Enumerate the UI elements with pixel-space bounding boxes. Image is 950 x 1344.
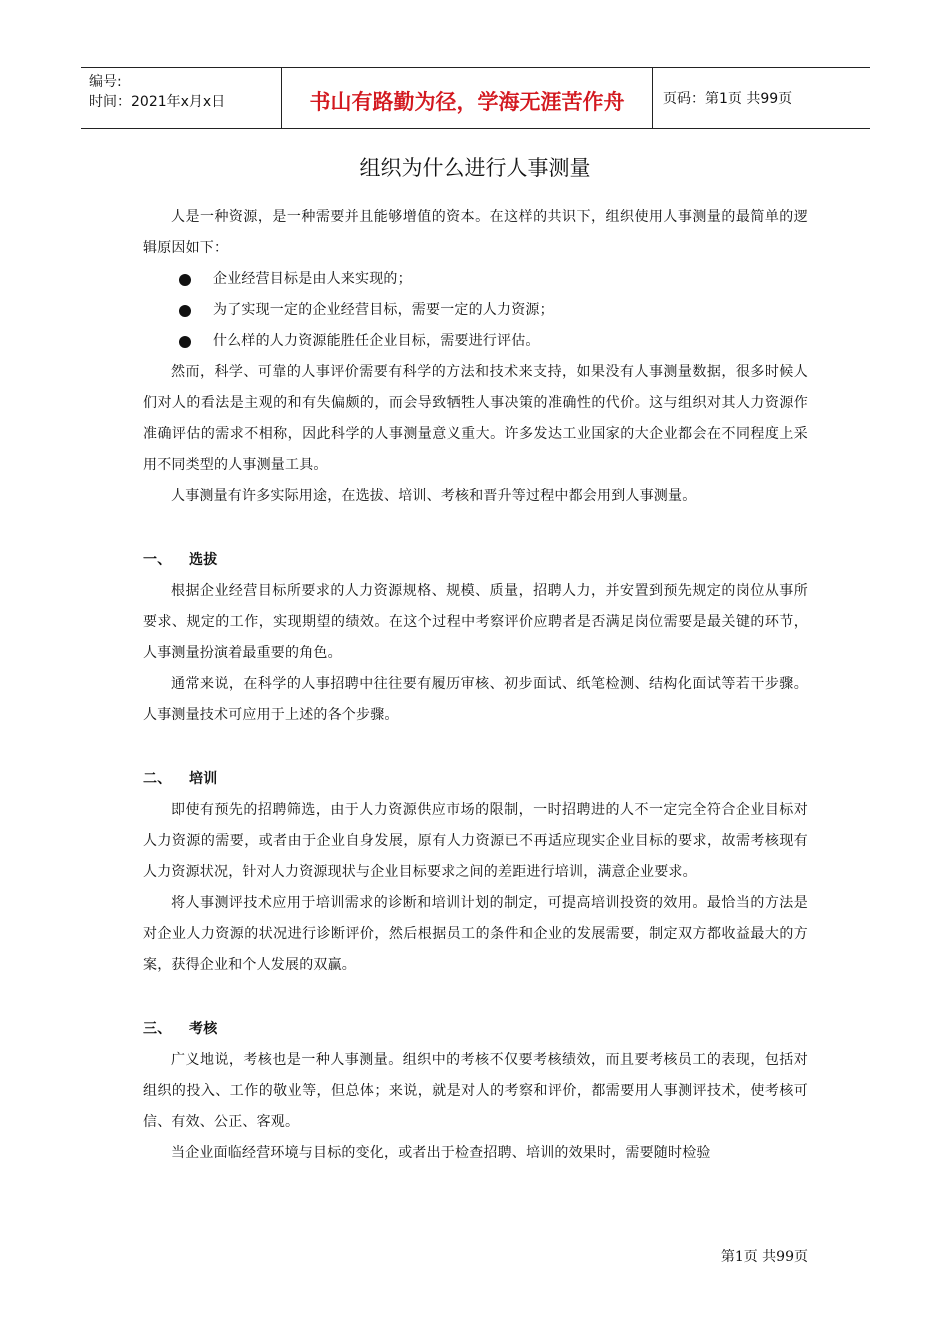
bullet-dot-icon (179, 274, 191, 286)
bullet-item (143, 264, 808, 295)
header-page-label: 页码：第1页 共99页 (663, 91, 793, 107)
intro-paragraph-1: 人是一种资源，是一种需要并且能够增值的资本。在这样的共识下，组织使用人事测量的最简单的逻辑原因如下： (143, 209, 808, 256)
section-number: 三、 (143, 1021, 172, 1037)
section-paragraph: 根据企业经营目标所要求的人力资源规格、规模、质量，招聘人力，并安置到预先规定的岗位从事所要求、规定的工作，实现期望的绩效。在这个过程中考察评价应聘者是否满足岗位需要是最关键的环节，人事测量扮演着最重要的角色。 (143, 583, 808, 661)
bullet-text: 企业经营目标是由人来实现的； (213, 271, 412, 287)
header-meta (81, 68, 282, 128)
intro-paragraph-2: 然而，科学、可靠的人事评价需要有科学的方法和技术来支持，如果没有人事测量数据，很多时候人们对人的看法是主观的和有失偏颇的，而会导致牺牲人事决策的准确性的代价。这与组织对其人力资源作准确评估的需求不相称，因此科学的人事测量意义重大。许多发达工业国家的大企业都会在不同程度上采用不同类型的人事测量工具。 (143, 364, 808, 473)
page-footer: 第1页 共99页 (720, 1249, 808, 1265)
page-header (81, 67, 870, 129)
intro-paragraph-3: 人事测量有许多实际用途，在选拔、培训、考核和晋升等过程中都会用到人事测量。 (171, 488, 697, 504)
section-title: 选拔 (189, 552, 218, 568)
section-paragraph: 将人事测评技术应用于培训需求的诊断和培训计划的制定，可提高培训投资的效用。最恰当的方法是对企业人力资源的状况进行诊断评价，然后根据员工的条件和企业的发展需要，制定双方都收益最大的方案，获得企业和个人发展的双赢。 (143, 895, 808, 973)
bullet-item (143, 326, 808, 357)
section-paragraph: 当企业面临经营环境与目标的变化，或者出于检查招聘、培训的效果时，需要随时检验 (171, 1145, 711, 1161)
bullet-text: 为了实现一定的企业经营目标，需要一定的人力资源； (213, 302, 554, 318)
section-paragraph: 通常来说，在科学的人事招聘中往往要有履历审核、初步面试、纸笔检测、结构化面试等若干步骤。人事测量技术可应用于上述的各个步骤。 (143, 676, 808, 723)
section-paragraph: 即使有预先的招聘筛选，由于人力资源供应市场的限制，一时招聘进的人不一定完全符合企业目标对人力资源的需要，或者由于企业自身发展，原有人力资源已不再适应现实企业目标的要求，故需考核现有人力资源状况，针对人力资源现状与企业目标要求之间的差距进行培训，满意企业要求。 (143, 802, 808, 880)
document-body (143, 202, 808, 1169)
section-title: 培训 (189, 771, 218, 787)
bullet-item (143, 295, 808, 326)
time-label: 时间：2021年x月x日 (89, 94, 226, 110)
document-title: 组织为什么进行人事测量 (359, 156, 591, 180)
section-title: 考核 (189, 1021, 218, 1037)
section-heading-selection (143, 545, 808, 576)
section-heading-assessment (143, 1014, 808, 1045)
section-heading-training (143, 764, 808, 795)
number-label: 编号: (89, 74, 122, 90)
section-number: 二、 (143, 771, 172, 787)
section-paragraph: 广义地说，考核也是一种人事测量。组织中的考核不仅要考核绩效，而且要考核员工的表现，包括对组织的投入、工作的敬业等，但总体；来说，就是对人的考察和评价，都需要用人事测评技术，使考核可信、有效、公正、客观。 (143, 1052, 808, 1130)
bullet-dot-icon (179, 305, 191, 317)
bullet-text: 什么样的人力资源能胜任企业目标，需要进行评估。 (213, 333, 540, 349)
header-motto: 书山有路勤为径，学海无涯苦作舟 (282, 68, 653, 128)
section-number: 一、 (143, 552, 172, 568)
bullet-dot-icon (179, 336, 191, 348)
